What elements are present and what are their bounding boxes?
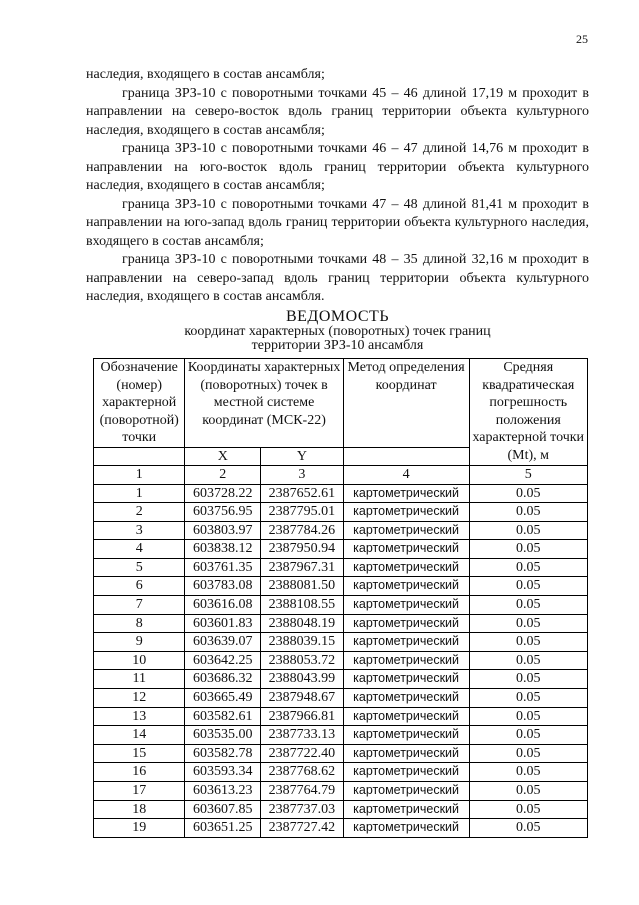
table-row xyxy=(94,503,588,522)
y-cell: 2387722.40 xyxy=(261,744,344,763)
point-number-cell: 3 xyxy=(94,521,185,540)
table-row xyxy=(94,484,588,503)
y-cell: 2387768.62 xyxy=(261,763,344,782)
x-cell: 603601.83 xyxy=(185,614,261,633)
y-cell: 2387795.01 xyxy=(261,503,344,522)
x-cell: 603642.25 xyxy=(185,651,261,670)
index-cell: 2 xyxy=(185,466,261,485)
y-cell: 2387737.03 xyxy=(261,800,344,819)
point-number-cell: 11 xyxy=(94,670,185,689)
coordinates-table xyxy=(93,358,588,838)
y-cell: 2388081.50 xyxy=(261,577,344,596)
error-cell: 0.05 xyxy=(469,558,587,577)
point-number-cell: 13 xyxy=(94,707,185,726)
x-cell: 603686.32 xyxy=(185,670,261,689)
x-cell: 603838.12 xyxy=(185,540,261,559)
error-cell: 0.05 xyxy=(469,503,587,522)
y-cell: 2387967.31 xyxy=(261,558,344,577)
y-cell: 2387727.42 xyxy=(261,819,344,838)
table-row xyxy=(94,540,588,559)
header-method: Метод определения координат xyxy=(343,359,469,448)
method-cell: картометрический xyxy=(343,707,469,726)
statement-subtitle-line1: координат характерных (поворотных) точек границ xyxy=(184,324,491,339)
x-cell: 603616.08 xyxy=(185,596,261,615)
y-cell: 2388053.72 xyxy=(261,651,344,670)
method-cell: картометрический xyxy=(343,521,469,540)
method-cell: картометрический xyxy=(343,614,469,633)
error-cell: 0.05 xyxy=(469,540,587,559)
point-number-cell: 10 xyxy=(94,651,185,670)
error-cell: 0.05 xyxy=(469,596,587,615)
error-cell: 0.05 xyxy=(469,763,587,782)
x-cell: 603607.85 xyxy=(185,800,261,819)
table-row xyxy=(94,689,588,708)
header-error: Средняя квадратическая погрешность положения характерной точки (Mt), м xyxy=(469,359,587,466)
error-cell: 0.05 xyxy=(469,707,587,726)
x-cell: 603728.22 xyxy=(185,484,261,503)
y-cell: 2387950.94 xyxy=(261,540,344,559)
table-row xyxy=(94,819,588,838)
method-cell: картометрический xyxy=(343,763,469,782)
error-cell: 0.05 xyxy=(469,484,587,503)
method-cell: картометрический xyxy=(343,819,469,838)
table-row xyxy=(94,670,588,689)
y-cell: 2387733.13 xyxy=(261,726,344,745)
error-cell: 0.05 xyxy=(469,670,587,689)
y-cell: 2388048.19 xyxy=(261,614,344,633)
x-cell: 603582.61 xyxy=(185,707,261,726)
x-cell: 603665.49 xyxy=(185,689,261,708)
point-number-cell: 17 xyxy=(94,782,185,801)
paragraph: граница ЗРЗ-10 с поворотными точками 48 – 35 длиной 32,16 м проходит в направлении на северо-запад вдоль границ территории объекта культурного наследия, входящего в состав ансамбля. xyxy=(86,252,589,304)
x-cell: 603535.00 xyxy=(185,726,261,745)
method-cell: картометрический xyxy=(343,782,469,801)
table-row xyxy=(94,614,588,633)
point-number-cell: 1 xyxy=(94,484,185,503)
method-cell: картометрический xyxy=(343,689,469,708)
table-body xyxy=(94,484,588,837)
x-cell: 603761.35 xyxy=(185,558,261,577)
error-cell: 0.05 xyxy=(469,521,587,540)
paragraph: граница ЗРЗ-10 с поворотными точками 45 – 46 длиной 17,19 м проходит в направлении на северо-восток вдоль границ территории объекта культурного наследия, входящего в состав ансамбля; xyxy=(86,85,589,138)
table-row xyxy=(94,744,588,763)
y-cell: 2387764.79 xyxy=(261,782,344,801)
point-number-cell: 18 xyxy=(94,800,185,819)
error-cell: 0.05 xyxy=(469,633,587,652)
paragraph: наследия, входящего в состав ансамбля; xyxy=(86,67,325,82)
table-row xyxy=(94,726,588,745)
y-cell: 2388043.99 xyxy=(261,670,344,689)
point-number-cell: 16 xyxy=(94,763,185,782)
point-number-cell: 19 xyxy=(94,819,185,838)
header-point-number: Обозначение (номер) характерной (поворотной) точки xyxy=(94,359,185,448)
header-x: X xyxy=(185,447,261,466)
method-cell: картометрический xyxy=(343,800,469,819)
table-row xyxy=(94,521,588,540)
header-y: Y xyxy=(261,447,344,466)
error-cell: 0.05 xyxy=(469,614,587,633)
table-row xyxy=(94,651,588,670)
index-cell: 3 xyxy=(261,466,344,485)
y-cell: 2387652.61 xyxy=(261,484,344,503)
error-cell: 0.05 xyxy=(469,726,587,745)
method-cell: картометрический xyxy=(343,577,469,596)
point-number-cell: 4 xyxy=(94,540,185,559)
point-number-cell: 8 xyxy=(94,614,185,633)
table-row xyxy=(94,633,588,652)
statement-subtitle-line2: территории ЗРЗ-10 ансамбля xyxy=(251,338,424,353)
table-row xyxy=(94,782,588,801)
method-cell: картометрический xyxy=(343,540,469,559)
error-cell: 0.05 xyxy=(469,782,587,801)
error-cell: 0.05 xyxy=(469,800,587,819)
point-number-cell: 9 xyxy=(94,633,185,652)
point-number-cell: 12 xyxy=(94,689,185,708)
error-cell: 0.05 xyxy=(469,819,587,838)
x-cell: 603593.34 xyxy=(185,763,261,782)
index-cell: 4 xyxy=(343,466,469,485)
paragraph: граница ЗРЗ-10 с поворотными точками 47 – 48 длиной 81,41 м проходит в направлении на юго-запад вдоль границ территории объекта культурного наследия, входящего в состав ансамбля; xyxy=(86,196,589,249)
method-cell: картометрический xyxy=(343,726,469,745)
statement-heading xyxy=(86,308,589,353)
header-coordinates: Координаты характерных (поворотных) точек в местной системе координат (МСК-22) xyxy=(185,359,343,448)
table-row xyxy=(94,577,588,596)
x-cell: 603756.95 xyxy=(185,503,261,522)
method-cell: картометрический xyxy=(343,670,469,689)
table-row xyxy=(94,558,588,577)
x-cell: 603613.23 xyxy=(185,782,261,801)
x-cell: 603783.08 xyxy=(185,577,261,596)
point-number-cell: 15 xyxy=(94,744,185,763)
x-cell: 603651.25 xyxy=(185,819,261,838)
page-number: 25 xyxy=(576,32,588,46)
point-number-cell: 14 xyxy=(94,726,185,745)
error-cell: 0.05 xyxy=(469,689,587,708)
body-text xyxy=(86,66,589,307)
error-cell: 0.05 xyxy=(469,651,587,670)
point-number-cell: 7 xyxy=(94,596,185,615)
method-cell: картометрический xyxy=(343,558,469,577)
method-cell: картометрический xyxy=(343,596,469,615)
method-cell: картометрический xyxy=(343,484,469,503)
index-cell: 1 xyxy=(94,466,185,485)
point-number-cell: 6 xyxy=(94,577,185,596)
y-cell: 2387784.26 xyxy=(261,521,344,540)
x-cell: 603803.97 xyxy=(185,521,261,540)
table-row xyxy=(94,763,588,782)
method-cell: картометрический xyxy=(343,744,469,763)
paragraph: граница ЗРЗ-10 с поворотными точками 46 – 47 длиной 14,76 м проходит в направлении на юго-восток вдоль границ территории объекта культурного наследия, входящего в состав ансамбля; xyxy=(86,141,589,193)
y-cell: 2387966.81 xyxy=(261,707,344,726)
y-cell: 2388108.55 xyxy=(261,596,344,615)
header-cell-empty xyxy=(343,447,469,466)
method-cell: картометрический xyxy=(343,503,469,522)
header-cell-empty xyxy=(94,447,185,466)
method-cell: картометрический xyxy=(343,633,469,652)
y-cell: 2388039.15 xyxy=(261,633,344,652)
table-row xyxy=(94,596,588,615)
method-cell: картометрический xyxy=(343,651,469,670)
statement-title: ВЕДОМОСТЬ xyxy=(285,308,390,325)
point-number-cell: 5 xyxy=(94,558,185,577)
table-row xyxy=(94,707,588,726)
x-cell: 603582.78 xyxy=(185,744,261,763)
index-cell: 5 xyxy=(469,466,587,485)
point-number-cell: 2 xyxy=(94,503,185,522)
error-cell: 0.05 xyxy=(469,577,587,596)
x-cell: 603639.07 xyxy=(185,633,261,652)
error-cell: 0.05 xyxy=(469,744,587,763)
y-cell: 2387948.67 xyxy=(261,689,344,708)
table-row xyxy=(94,800,588,819)
